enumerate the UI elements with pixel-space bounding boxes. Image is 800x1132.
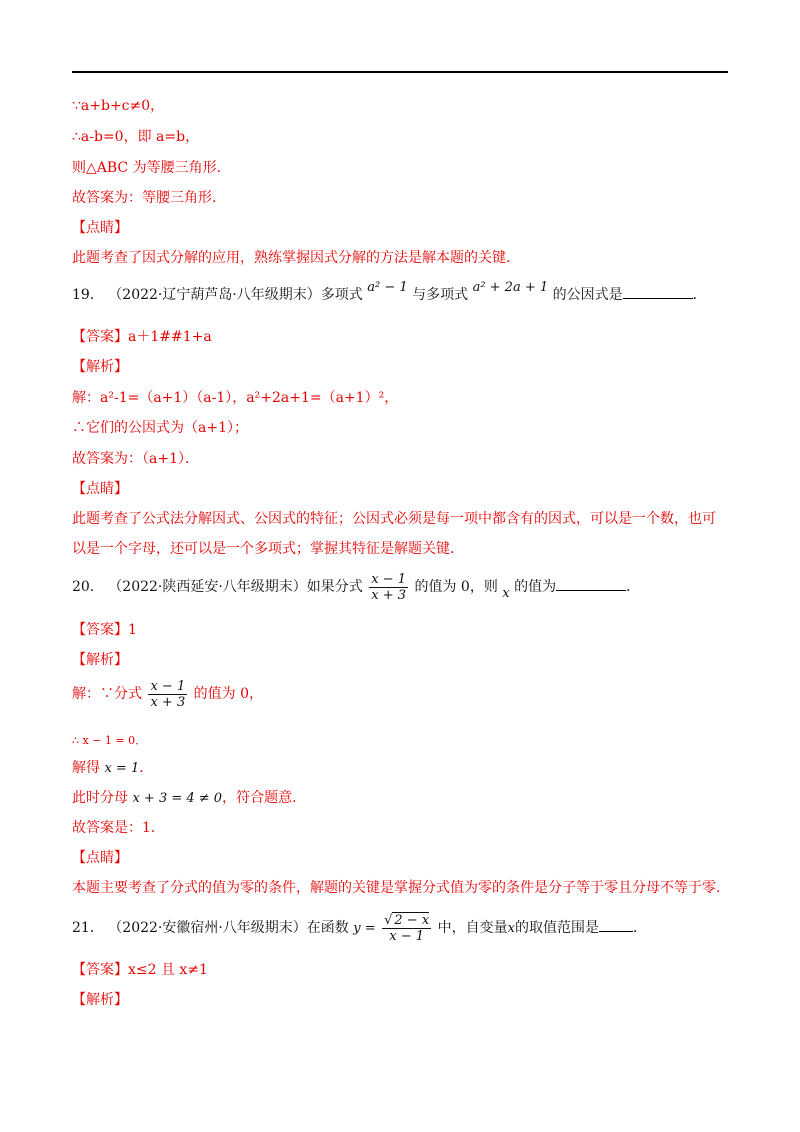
q20-fraction-numerator: x − 1 (371, 571, 407, 587)
q19-mid: 与多项式 (412, 287, 469, 303)
q21-source: （2022·安徽宿州·八年级期末）在函数 (108, 920, 349, 936)
prev-solution-line-1: ∵a+b+c≠0， (72, 98, 165, 114)
q19-end: ． (692, 287, 707, 303)
q19-solution-3: 故答案为：（a+1）． (72, 451, 199, 467)
q19-answer: a＋1##1+a (128, 329, 212, 345)
q20-sol4-math: x + 3 = 4 ≠ 0 (132, 791, 223, 806)
q21-function-fraction (382, 913, 431, 944)
q20-end: ． (626, 579, 641, 595)
prev-solution-line-4: 故答案为：等腰三角形． (72, 190, 226, 206)
q19-comment-label: 【点睛】 (72, 481, 128, 497)
question-21 (72, 911, 647, 946)
q21-func-numerator: √ 2 − x (384, 912, 430, 928)
q20-source: （2022·陕西延安·八年级期末）如果分式 (108, 579, 363, 595)
q21-func-radicand: 2 − x (394, 912, 430, 928)
q20-comment-label: 【点睛】 (72, 850, 128, 866)
q21-tail: 的取值范围是 (514, 920, 599, 936)
q21-answer-blank (599, 917, 633, 932)
q19-answer-blank (623, 284, 693, 299)
q19-expr2: a² + 2a + 1 (472, 280, 549, 295)
q20-solution-3 (72, 758, 153, 779)
q19-comment-1: 此题考查了公式法分解因式、公因式的特征；公因式必须是每一项中都含有的因式，可以是一个数，也可 (72, 511, 716, 527)
q20-solution-4 (72, 788, 306, 809)
q21-answer-line (72, 960, 208, 980)
q20-fraction (369, 572, 408, 603)
q20-var: x (502, 586, 510, 601)
q20-solution-2: ∴ x − 1 = 0． (72, 734, 147, 747)
prev-solution-line-2: ∴a-b=0，即 a=b， (72, 129, 200, 145)
q21-var: x (507, 921, 515, 936)
q19-solution-1: 解：a²-1=（a+1）（a-1），a²+2a+1=（a+1）²， (72, 390, 399, 406)
q19-analysis-label: 【解析】 (72, 359, 128, 375)
q20-sol4-post: ，符合题意． (222, 790, 307, 806)
q19-expr1: a² − 1 (367, 280, 408, 295)
q20-solution-1 (72, 678, 263, 710)
q20-fraction-denominator: x + 3 (371, 587, 407, 603)
prev-comment-text: 此题考查了因式分解的应用，熟练掌握因式分解的方法是解本题的关键． (72, 250, 520, 266)
q20-sol-fraction (148, 679, 187, 710)
q20-comment: 本题主要考查了分式的值为零的条件，解题的关键是掌握分式值为零的条件是分子等于零且分母不等于零． (72, 880, 730, 896)
q19-solution-2: ∴它们的公因式为（a+1）； (72, 420, 248, 436)
q20-answer-blank (556, 576, 626, 591)
question-20 (72, 571, 640, 604)
q20-sol-fraction-denominator: x + 3 (150, 694, 186, 710)
q20-sol3-post: ． (139, 760, 154, 776)
q19-comment-2: 以是一个字母，还可以是一个多项式；掌握其特征是解题关键． (72, 541, 464, 557)
q21-mid: 中，自变量 (437, 920, 508, 936)
header-rule (72, 71, 728, 73)
q20-number: 20． (72, 579, 104, 595)
q20-answer: 1 (128, 622, 137, 638)
q19-tail: 的公因式是 (552, 287, 623, 303)
q19-source: （2022·辽宁葫芦岛·八年级期末）多项式 (108, 287, 363, 303)
q20-mid: 的值为 0，则 (414, 579, 498, 595)
q20-sol1-post: 的值为 0， (193, 686, 264, 702)
q20-sol-fraction-numerator: x − 1 (150, 678, 186, 694)
q21-end: ． (632, 920, 647, 936)
q20-sol4-pre: 此时分母 (72, 790, 128, 806)
prev-solution-line-3: 则△ABC 为等腰三角形． (72, 160, 231, 176)
question-19 (72, 280, 707, 306)
q19-answer-line (72, 327, 212, 347)
q19-number: 19． (72, 287, 104, 303)
q20-answer-line (72, 620, 137, 640)
q20-analysis-label: 【解析】 (72, 652, 128, 668)
q21-func-denominator: x − 1 (389, 928, 424, 944)
prev-comment-label: 【点睛】 (72, 220, 128, 236)
q19-answer-label: 【答案】 (72, 329, 128, 345)
q20-sol1-pre: 解：∵分式 (72, 686, 142, 702)
q21-answer-label: 【答案】 (72, 962, 128, 978)
q21-number: 21． (72, 920, 104, 936)
q20-sol3-pre: 解得 (72, 760, 100, 776)
q21-analysis-label: 【解析】 (72, 992, 128, 1008)
q21-func-lhs: y = (353, 921, 376, 936)
q20-tail: 的值为 (514, 579, 557, 595)
q20-answer-label: 【答案】 (72, 622, 128, 638)
q21-answer: x≤2 且 x≠1 (128, 962, 208, 978)
q20-solution-5: 故答案是：1． (72, 820, 165, 836)
q20-sol3-math: x = 1 (104, 761, 140, 776)
